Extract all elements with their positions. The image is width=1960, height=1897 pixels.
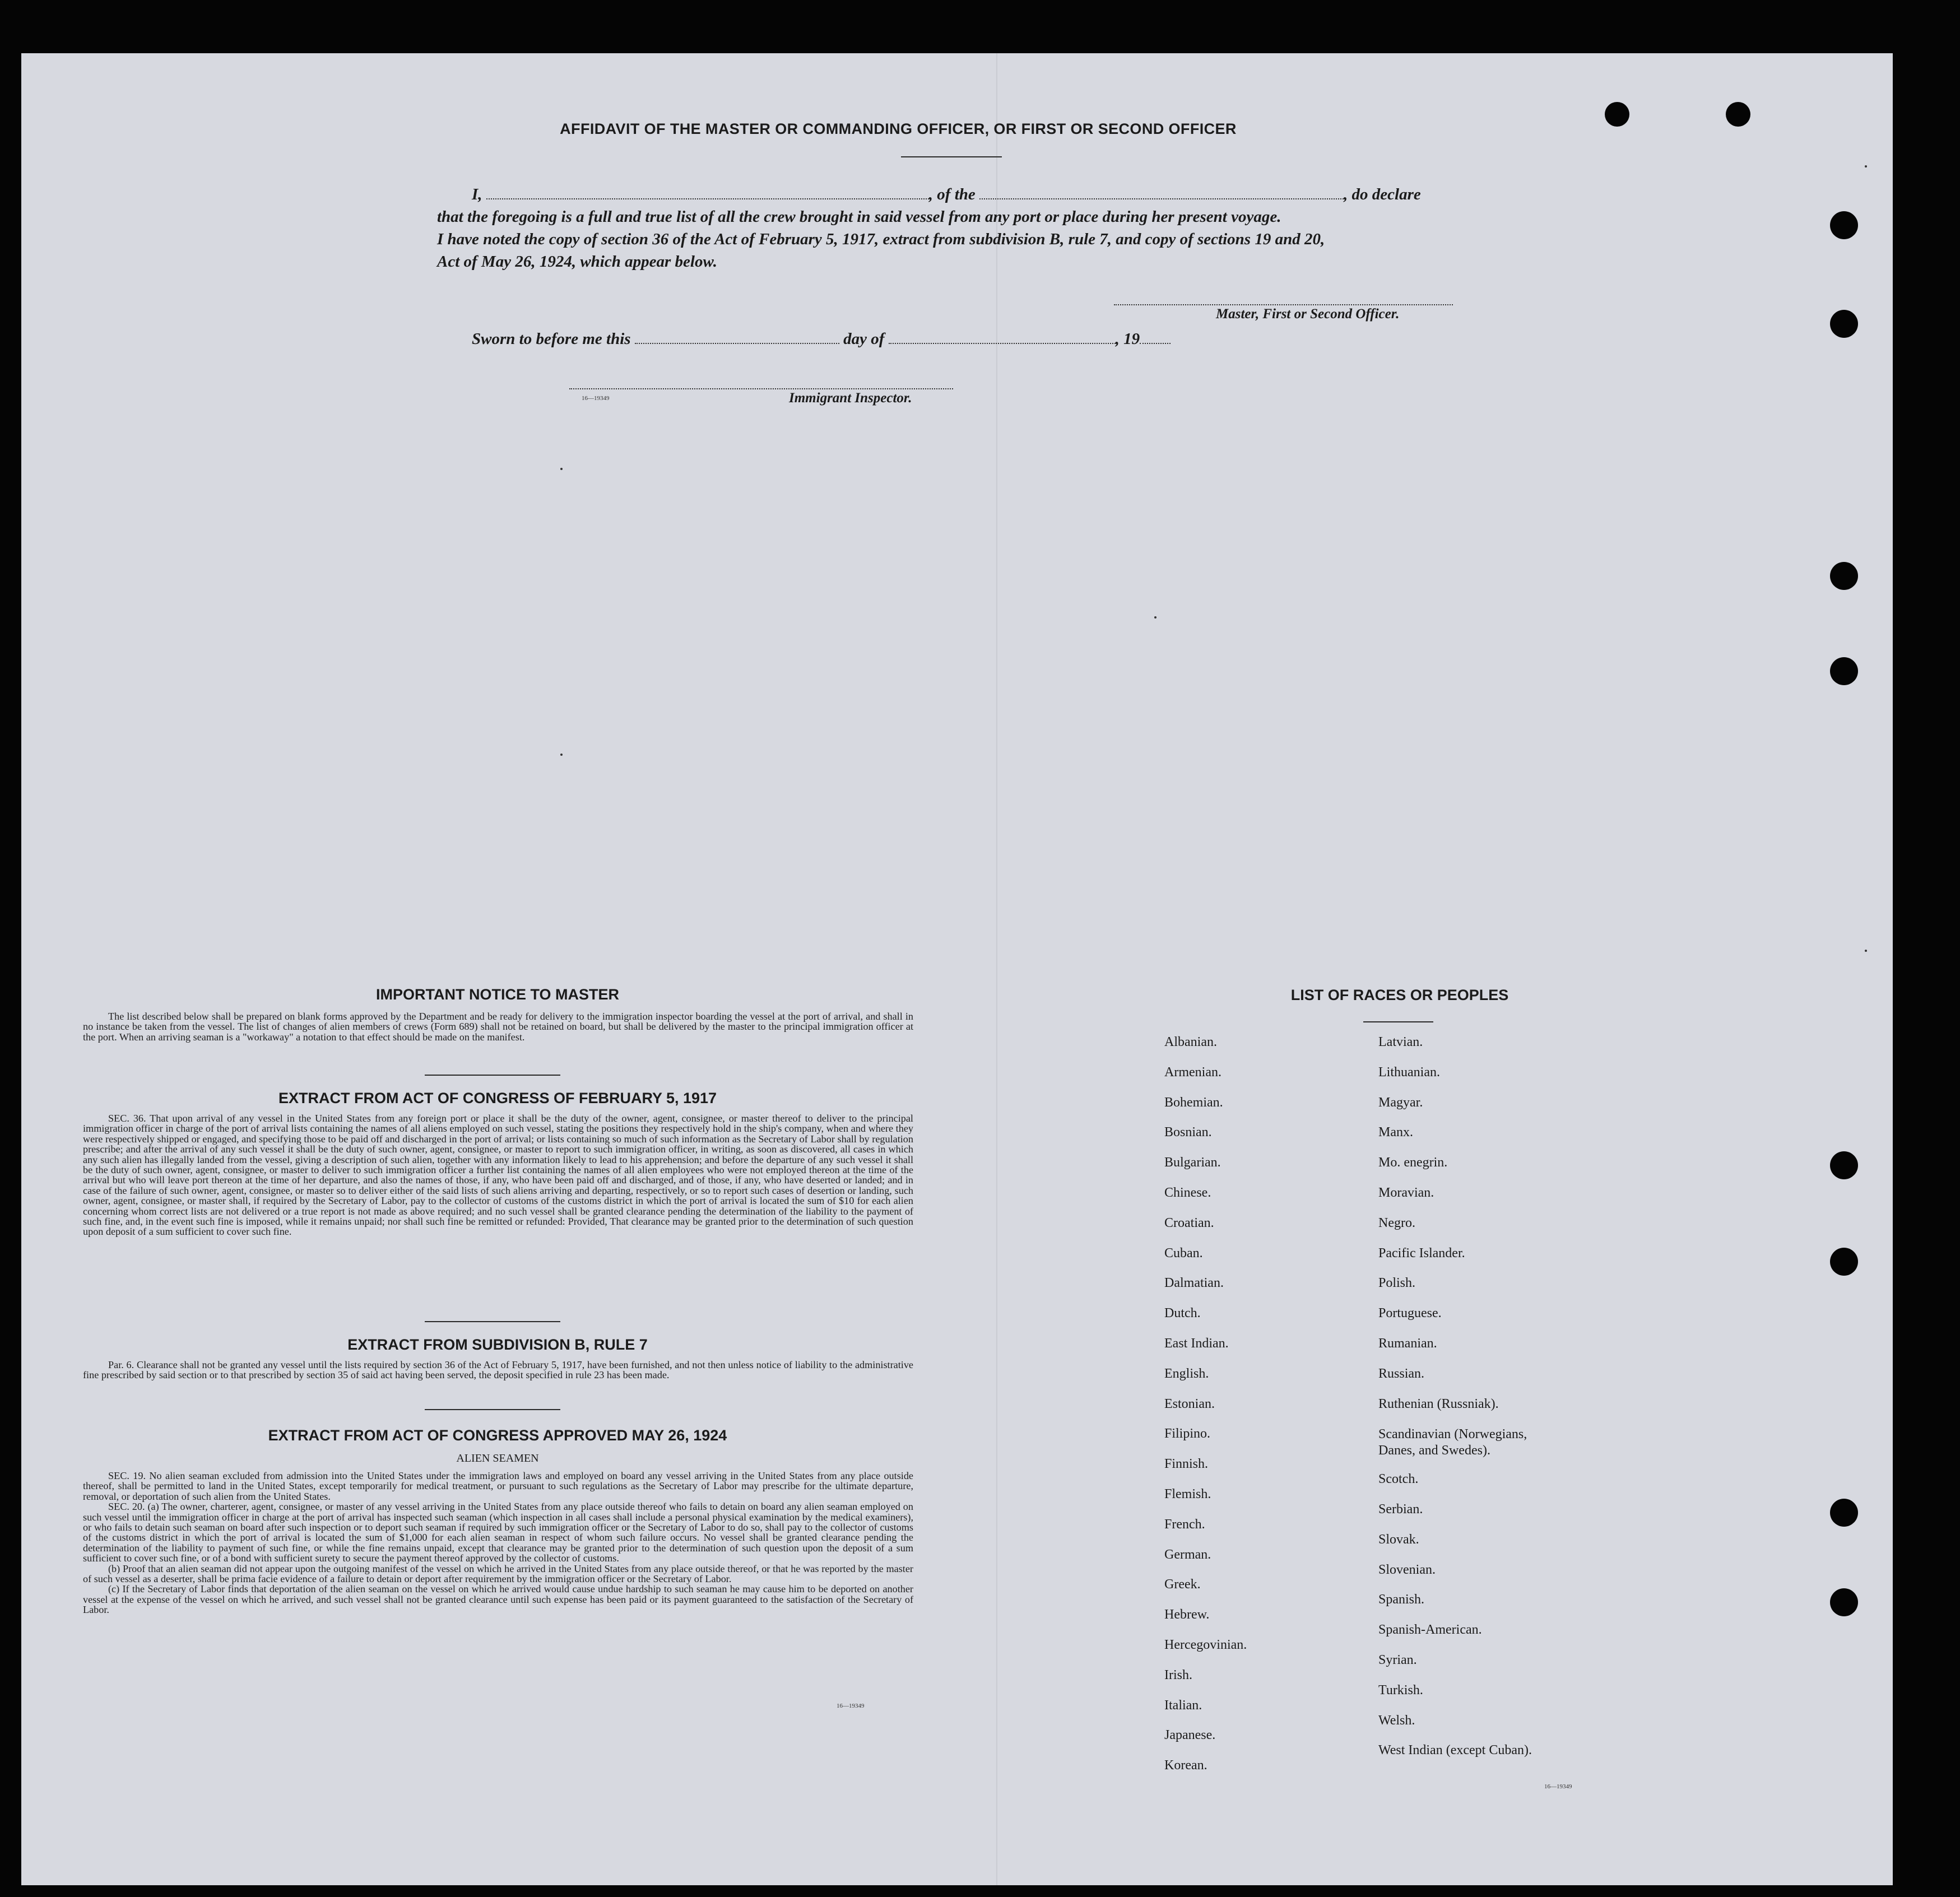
divider: [425, 1321, 560, 1322]
race-item: Magyar.: [1378, 1095, 1423, 1110]
officer-signature-label: Master, First or Second Officer.: [1216, 306, 1400, 322]
sworn-line: [437, 328, 1502, 350]
form-number: 16—19349: [582, 395, 610, 402]
divider: [425, 1409, 560, 1410]
officer-signature-line[interactable]: [1114, 304, 1453, 305]
notice-title: IMPORTANT NOTICE TO MASTER: [376, 986, 619, 1003]
punch-hole: [1830, 657, 1858, 685]
notice-paragraph: The list described below shall be prepared on blank forms approved by the Department and be ready for delivery to the immigration inspector boarding the vessel at the port of arrival, and shall in no instance be taken from the vessel. The list of changes of alien members of crews (Form 689) shall not be retained on board, but shall be delivered by the master to the principal immigration officer at the port. When an arriving seaman is a "workaway" a notation to that effect should be made on the manifest.: [83, 1011, 913, 1043]
race-item: Turkish.: [1378, 1682, 1423, 1698]
title-rule: [901, 156, 1002, 157]
sworn-date-blank[interactable]: [635, 332, 839, 344]
punch-hole: [1830, 1151, 1858, 1179]
of-the-label: , of the: [928, 185, 976, 203]
race-item: Filipino.: [1164, 1426, 1211, 1442]
inspector-signature-line[interactable]: [569, 388, 953, 389]
speck: [1154, 616, 1157, 619]
race-item: Latvian.: [1378, 1035, 1423, 1049]
race-item: Syrian.: [1378, 1652, 1417, 1667]
inspector-label: Immigrant Inspector.: [789, 390, 912, 406]
race-item: Slovenian.: [1378, 1562, 1436, 1577]
divider: [425, 1075, 560, 1076]
divider: [1363, 1021, 1433, 1022]
declaration-line-2: that the foregoing is a full and true list of all the crew brought in said vessel from any port or place during her present voyage.: [437, 208, 1281, 226]
race-item: Welsh.: [1378, 1713, 1415, 1728]
race-item: Moravian.: [1378, 1185, 1434, 1200]
extract-rule7-text: [83, 1360, 913, 1380]
race-item: Bosnian.: [1164, 1125, 1212, 1140]
extract-rule7-title: EXTRACT FROM SUBDIVISION B, RULE 7: [347, 1336, 648, 1353]
race-item: Pacific Islander.: [1378, 1245, 1465, 1261]
race-item: Slovak.: [1378, 1532, 1419, 1547]
form-number: 16—19349: [1544, 1783, 1572, 1790]
race-item: Chinese.: [1164, 1185, 1211, 1200]
sec19-paragraph: SEC. 19. No alien seaman excluded from admission into the United States under the immigration laws and employed on board any vessel arriving in the United States from any place outside thereof, shall be permitted to land in the United States, except temporarily for medical treatment, or pursuant to such regulations as the Secretary of Labor may prescribe for the ultimate departure, removal, or deportation of such alien from the United States.: [83, 1470, 913, 1502]
race-item: Estonian.: [1164, 1396, 1215, 1411]
extract-1917-title: EXTRACT FROM ACT OF CONGRESS OF FEBRUARY 5, 1917: [278, 1090, 717, 1106]
sec20b-paragraph: (b) Proof that an alien seaman did not appear upon the outgoing manifest of the vessel on which he arrived in the United States from any place outside thereof, or that he was reported by the master of such vessel as a deserter, shall be prima facie evidence of a failure to detain or deport after requirement by the immigration officer or the Secretary of Labor.: [83, 1563, 913, 1585]
sec20a-paragraph: SEC. 20. (a) The owner, charterer, agent, consignee, or master of any vessel arriving in the United States from any place outside thereof who fails to detain on board any alien seaman employed on such vessel until the immigration officer in charge at the port of arrival has inspected such seaman (which inspection in all cases shall include a personal physical examination by the medical examiners), or who fails to detain such seaman on board after such inspection or to deport such seaman if required by such immigration officer or the Secretary of Labor to do so, shall pay to the collector of customs of the customs district in which the port of arrival is located the sum of $1,000 for each alien seaman in respect of whom such failure occurs. No vessel shall be granted clearance pending the determination of the liability to payment of such fine, or while the fine remains unpaid, except that clearance may be granted prior to the determination of such question upon the deposit of a sum sufficient to cover such fine, or of a bond with sufficient surety to secure the payment thereof approved by the collector of customs.: [83, 1501, 913, 1564]
race-item: Flemish.: [1164, 1487, 1211, 1501]
sec36-paragraph: SEC. 36. That upon arrival of any vessel in the United States from any foreign port or place it shall be the duty of the owner, agent, consignee, or master thereof to deliver to the principal immigration officer in charge of the port of arrival lists containing the names of all aliens employed on such vessel, stating the positions they respectively hold in the ship's company, when and where they were respectively shipped or engaged, and specifying those to be paid off and discharged in the port of arrival; or lists containing so much of such information as the Secretary of Labor shall by regulation prescribe; and after the arrival of any such vessel it shall be the duty of such owner, agent, consignee, or master to report to such immigration officer, in writing, as soon as discovered, all cases in which any such alien has illegally landed from the vessel, giving a description of such alien, together with any information likely to lead to his apprehension; and before the departure of any such vessel it shall be the duty of such owner, agent, consignee, or master to deliver to such immigration officer a further list containing the names of all alien employees who were not employed thereon at the time of the arrival but who will leave port thereon at the time of her departure, and also the names of those, if any, who have been paid off and discharged, and of those, if any, who have deserted or landed; and in case of the failure of such owner, agent, consignee, or master so to deliver either of the said lists of such aliens arriving and departing, respectively, or so to report such cases of desertion or landing, such owner, agent, consignee, or master shall, if required by the Secretary of Labor, pay to the collector of customs of the customs district in which the port of arrival is located the sum of $10 for each alien concerning whom correct lists are not delivered or a true report is not made as above required; and no such vessel shall be granted clearance pending the determination of the liability to the payment of such fine, and, in the event such fine is imposed, while it remains unpaid; nor shall such fine be remitted or refunded: Provided, That clearance may be granted prior to the determination of such question upon deposit of a sum sufficient to cover such fine.: [83, 1113, 913, 1238]
race-item: Spanish-American.: [1378, 1622, 1482, 1638]
race-item: Dalmatian.: [1164, 1276, 1224, 1291]
speck: [560, 754, 563, 756]
sworn-label: Sworn to before me this: [472, 330, 631, 348]
speck: [1865, 950, 1867, 952]
race-item: Mo. enegrin.: [1378, 1155, 1448, 1170]
declaration-line-4: Act of May 26, 1924, which appear below.: [437, 253, 717, 271]
alien-seamen-subtitle: ALIEN SEAMEN: [456, 1452, 539, 1464]
race-item: Negro.: [1378, 1215, 1415, 1230]
sec20c-paragraph: (c) If the Secretary of Labor finds that deportation of the alien seaman on the vessel on which he arrived would cause undue hardship to such seaman he may cause him to be deported on another vessel at the expense of the vessel on which he arrived, and such vessel shall not be granted clearance until such expense has been paid or its payment guaranteed to the satisfaction of the Secretary of Labor.: [83, 1583, 913, 1616]
do-declare-label: , do declare: [1344, 185, 1421, 203]
race-item: West Indian (except Cuban).: [1378, 1743, 1532, 1758]
race-item: Scandinavian (Norwegians, Danes, and Swedes).: [1378, 1427, 1527, 1458]
race-item: Hebrew.: [1164, 1607, 1210, 1622]
i-label: I,: [472, 185, 482, 203]
race-item: Japanese.: [1164, 1728, 1216, 1743]
race-item: Italian.: [1164, 1698, 1202, 1713]
race-item: Croatian.: [1164, 1215, 1214, 1230]
race-item: Hercegovinian.: [1164, 1638, 1247, 1652]
race-item: English.: [1164, 1366, 1209, 1381]
speck: [1865, 165, 1867, 168]
declaration-line-1: [437, 183, 1502, 206]
punch-hole: [1830, 211, 1858, 239]
speck: [560, 468, 563, 470]
punch-hole: [1830, 1499, 1858, 1527]
races-title: LIST OF RACES OR PEOPLES: [1290, 987, 1509, 1003]
par6-paragraph: Par. 6. Clearance shall not be granted any vessel until the lists required by section 36 of the Act of February 5, 1917, have been furnished, and not then unless notice of liability to the administrative fine prescribed by said section or to that prescribed by section 35 of said act having been served, the deposit specified in rule 23 has been made.: [83, 1359, 913, 1381]
race-item: Serbian.: [1378, 1501, 1423, 1517]
race-item: Bulgarian.: [1164, 1155, 1221, 1170]
race-item: Korean.: [1164, 1758, 1207, 1773]
race-item: Manx.: [1378, 1125, 1413, 1140]
affidavit-title: AFFIDAVIT OF THE MASTER OR COMMANDING OFFICER, OR FIRST OR SECOND OFFICER: [560, 120, 1237, 137]
race-item: Cuban.: [1164, 1245, 1203, 1261]
punch-hole: [1830, 1588, 1858, 1616]
race-item: Dutch.: [1164, 1306, 1201, 1321]
punch-hole: [1830, 562, 1858, 590]
extract-1917-text: [83, 1113, 913, 1237]
race-item: Finnish.: [1164, 1457, 1209, 1472]
race-item: French.: [1164, 1517, 1205, 1532]
race-item: Portuguese.: [1378, 1306, 1442, 1321]
race-item: Rumanian.: [1378, 1336, 1437, 1351]
day-of-label: day of: [843, 330, 885, 348]
race-item: Irish.: [1164, 1667, 1192, 1682]
race-item: Spanish.: [1378, 1592, 1425, 1607]
notice-text: [83, 1011, 913, 1042]
extract-1924-text: [83, 1471, 913, 1615]
year-blank[interactable]: [1140, 332, 1171, 344]
declaration-line-3: I have noted the copy of section 36 of the Act of February 5, 1917, extract from subdivision B, rule 7, and copy of sections 19 and 20,: [437, 230, 1325, 248]
month-blank[interactable]: [889, 332, 1116, 344]
race-item: Ruthenian (Russniak).: [1378, 1396, 1499, 1411]
race-item: German.: [1164, 1547, 1211, 1562]
race-item: East Indian.: [1164, 1336, 1229, 1351]
affidavit-declaration: [437, 183, 1502, 273]
race-item: Scotch.: [1378, 1472, 1419, 1487]
year-label: , 19: [1115, 330, 1140, 348]
form-number: 16—19349: [837, 1703, 865, 1709]
race-item: Polish.: [1378, 1276, 1416, 1291]
form-sheet: [21, 53, 1893, 1885]
race-item: Russian.: [1378, 1366, 1425, 1381]
race-item: Bohemian.: [1164, 1095, 1223, 1110]
punch-hole: [1830, 310, 1858, 338]
race-item: Armenian.: [1164, 1064, 1221, 1080]
name-blank[interactable]: [486, 187, 929, 199]
race-item: Lithuanian.: [1378, 1064, 1440, 1080]
race-item: Albanian.: [1164, 1035, 1217, 1049]
vessel-blank[interactable]: [979, 187, 1344, 199]
extract-1924-title: EXTRACT FROM ACT OF CONGRESS APPROVED MAY 26, 1924: [268, 1427, 727, 1444]
race-item: Greek.: [1164, 1577, 1201, 1592]
punch-hole: [1830, 1248, 1858, 1276]
